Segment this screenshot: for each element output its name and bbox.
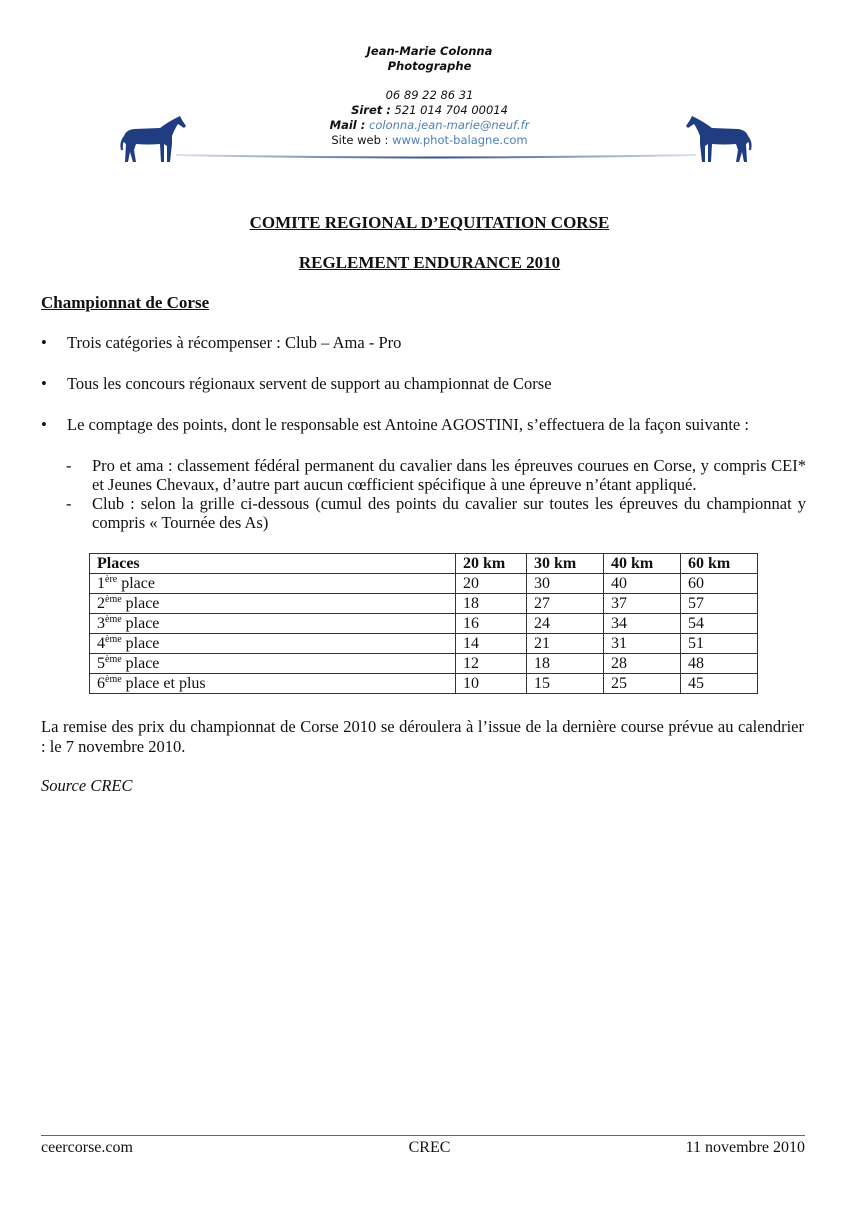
- table-row: [90, 674, 758, 694]
- banner-line: [176, 154, 696, 159]
- web-label: Site web :: [331, 133, 389, 147]
- table-row: [90, 634, 758, 654]
- organization-heading: COMITE REGIONAL D’EQUITATION CORSE: [249, 213, 610, 232]
- place-cell: 2ème place: [90, 594, 456, 614]
- points-cell: 25: [604, 674, 681, 694]
- table-row: [90, 614, 758, 634]
- footer-date: 11 novembre 2010: [685, 1139, 805, 1156]
- points-cell: 51: [681, 634, 758, 654]
- source-note: Source CREC: [41, 776, 133, 795]
- points-cell: 21: [527, 634, 604, 654]
- points-cell: 20: [456, 574, 527, 594]
- points-cell: 18: [456, 594, 527, 614]
- bullet-icon: •: [41, 415, 47, 434]
- bullet-text: Tous les concours régionaux servent de support au championnat de Corse: [67, 374, 552, 393]
- dash-text: Pro et ama : classement fédéral permanent du cavalier dans les épreuves courues en Corse, y compris CEI* et Jeunes Chevaux, d’autre part aucun cœfficient spécifique à une épreuve n’étant appliqué.: [92, 456, 806, 494]
- points-table: [89, 553, 758, 694]
- siret-value: 521 014 704 00014: [394, 103, 508, 117]
- document-title: REGLEMENT ENDURANCE 2010: [298, 253, 561, 272]
- bullet-icon: •: [41, 374, 47, 393]
- column-header: 20 km: [456, 554, 527, 574]
- dash-text: Club : selon la grille ci-dessous (cumul des points du cavalier sur toutes les épreuves du championnat y compris « Tournée des As): [92, 494, 806, 532]
- points-cell: 30: [527, 574, 604, 594]
- points-cell: 18: [527, 654, 604, 674]
- siret-label: Siret :: [351, 103, 391, 117]
- place-cell: 6ème place et plus: [90, 674, 456, 694]
- photographer-name: Jean-Marie Colonna: [366, 44, 493, 58]
- column-header: Places: [90, 554, 456, 574]
- table-row: [90, 654, 758, 674]
- dash-item: [66, 456, 806, 494]
- table-row: [90, 574, 758, 594]
- points-cell: 34: [604, 614, 681, 634]
- table-row: [90, 594, 758, 614]
- photographer-title: Photographe: [387, 59, 472, 73]
- bullet-text: Le comptage des points, dont le responsable est Antoine AGOSTINI, s’effectuera de la façon suivante :: [67, 415, 749, 434]
- footer-website: ceercorse.com: [41, 1139, 133, 1156]
- dash-marker: -: [66, 494, 72, 513]
- place-cell: 4ème place: [90, 634, 456, 654]
- place-cell: 3ème place: [90, 614, 456, 634]
- points-cell: 10: [456, 674, 527, 694]
- points-cell: 15: [527, 674, 604, 694]
- points-cell: 37: [604, 594, 681, 614]
- column-header: 60 km: [681, 554, 758, 574]
- dash-marker: -: [66, 456, 72, 475]
- points-cell: 27: [527, 594, 604, 614]
- points-cell: 48: [681, 654, 758, 674]
- column-header: 40 km: [604, 554, 681, 574]
- points-cell: 24: [527, 614, 604, 634]
- phone-number: 06 89 22 86 31: [385, 88, 474, 102]
- points-cell: 31: [604, 634, 681, 654]
- points-cell: 14: [456, 634, 527, 654]
- points-cell: 12: [456, 654, 527, 674]
- points-cell: 16: [456, 614, 527, 634]
- bullet-text: Trois catégories à récompenser : Club – Ama - Pro: [67, 333, 402, 352]
- points-cell: 28: [604, 654, 681, 674]
- letterhead-banner: [118, 114, 754, 166]
- points-cell: 57: [681, 594, 758, 614]
- bullet-icon: •: [41, 333, 47, 352]
- table-header-row: [90, 554, 758, 574]
- points-cell: 54: [681, 614, 758, 634]
- place-cell: 5ème place: [90, 654, 456, 674]
- points-cell: 45: [681, 674, 758, 694]
- place-cell: 1ère place: [90, 574, 456, 594]
- web-link[interactable]: www.phot-balagne.com: [392, 133, 528, 147]
- dash-item: [66, 494, 806, 532]
- points-cell: 60: [681, 574, 758, 594]
- footer-organization: CREC: [408, 1139, 451, 1156]
- mail-label: Mail :: [329, 118, 366, 132]
- closing-paragraph: La remise des prix du championnat de Corse 2010 se déroulera à l’issue de la dernière course prévue au calendrier : le 7 novembre 2010.: [41, 717, 804, 756]
- points-cell: 40: [604, 574, 681, 594]
- column-header: 30 km: [527, 554, 604, 574]
- section-title: Championnat de Corse: [41, 293, 210, 312]
- footer-divider: [41, 1135, 805, 1136]
- mail-link[interactable]: colonna.jean-marie@neuf.fr: [369, 118, 530, 132]
